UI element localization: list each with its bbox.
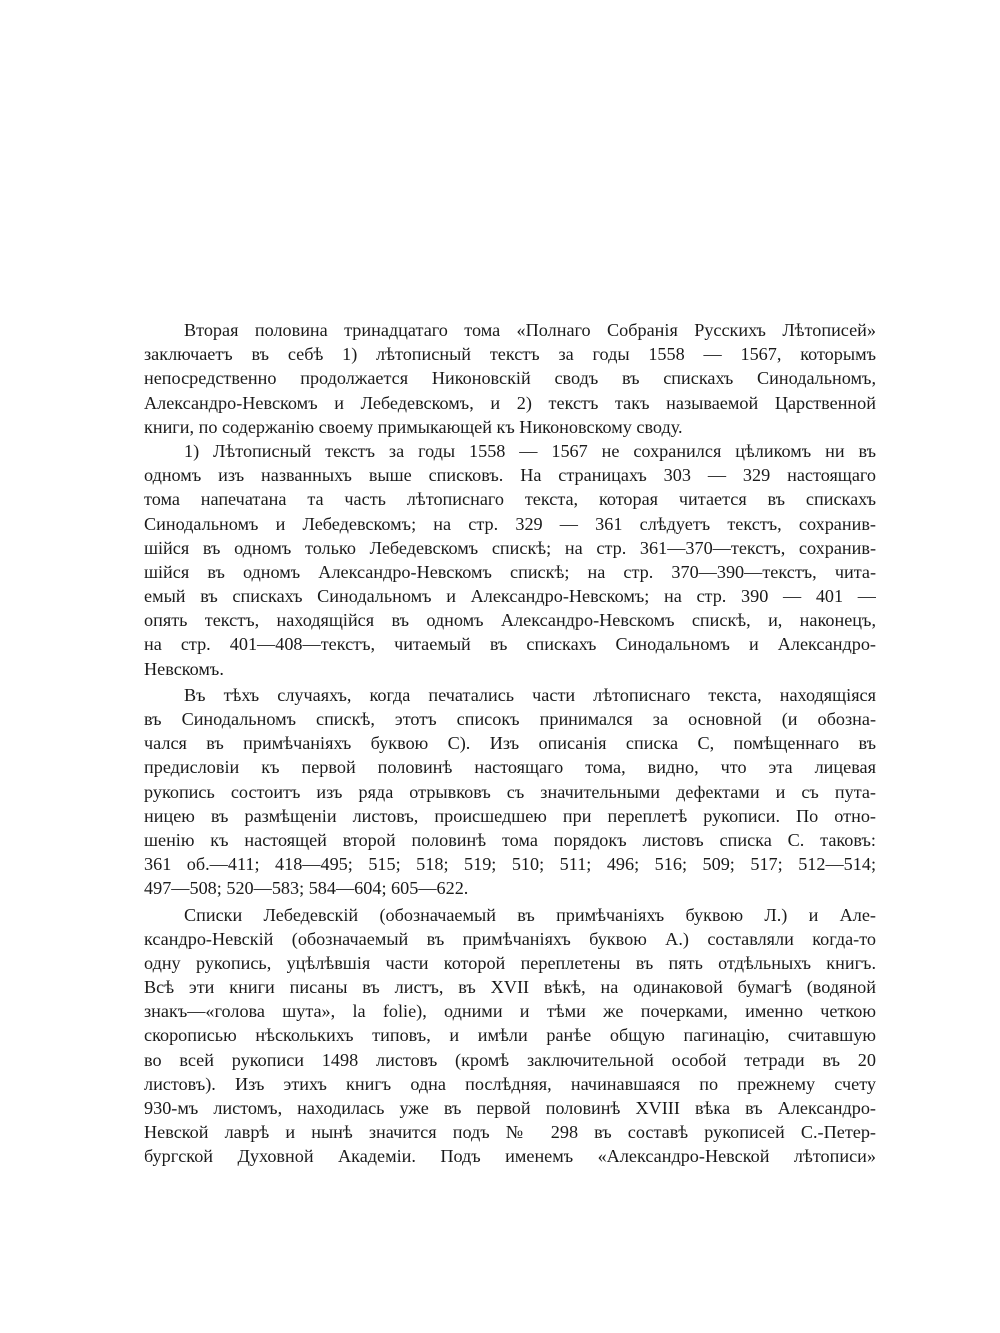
- text-line: предисловіи къ первой половинѣ настоящаго тома, видно, что эта лицевая: [144, 757, 876, 778]
- text-line: шійся въ одномъ Александро-Невскомъ спискѣ; на стр. 370—390—текстъ, чита-: [144, 561, 876, 582]
- text-line: одну рукопись, уцѣлѣвшія части которой переплетены въ пять отдѣльныхъ книгъ.: [144, 952, 876, 973]
- text-line: во всей рукописи 1498 листовъ (кромѣ заключительной особой тетради въ 20: [144, 1049, 876, 1070]
- text-line: Невской лаврѣ и нынѣ значится подъ № 298 въ составѣ рукописей С.-Петер-: [144, 1122, 876, 1143]
- text-line: опять текстъ, находящійся въ одномъ Александро-Невскомъ спискѣ, и, наконецъ,: [144, 610, 876, 631]
- text-line: на стр. 401—408—текстъ, читаемый въ спискахъ Синодальномъ и Александро-: [144, 634, 876, 655]
- text-line: емый въ спискахъ Синодальномъ и Александро-Невскомъ; на стр. 390 — 401 —: [144, 586, 876, 607]
- text-line: 930-мъ листомъ, находилась уже въ первой половинѣ XVIII вѣка въ Александро-: [144, 1098, 876, 1118]
- text-line: непосредственно продолжается Никоновскій сводъ въ спискахъ Синодальномъ,: [144, 368, 876, 389]
- text-line: ницею въ размѣщеніи листовъ, происшедшею при переплетѣ рукописи. По отно-: [144, 805, 876, 826]
- text-line: 1) Лѣтописный текстъ за годы 1558 — 1567 не сохранился цѣликомъ ни въ: [184, 440, 876, 461]
- text-line: тома напечатана та часть лѣтописнаго текста, которая читается въ спискахъ: [144, 489, 876, 510]
- paragraph-2: [144, 439, 876, 681]
- text-line: Списки Лебедевскій (обозначаемый въ примѣчаніяхъ буквою Л.) и Але-: [184, 904, 876, 925]
- text-line: бургской Духовной Академіи. Подъ именемъ «Александро-Невской лѣтописи»: [144, 1146, 876, 1167]
- text-line: 497—508; 520—583; 584—604; 605—622.: [144, 878, 469, 899]
- text-line: знакъ—«голова шута», la folie), одними и тѣми же почерками, именно четкою: [144, 1001, 876, 1022]
- text-line: заключаетъ въ себѣ 1) лѣтописный текстъ за годы 1558 — 1567, которымъ: [144, 344, 876, 365]
- text-line: скорописью нѣсколькихъ типовъ, и имѣли ранѣе общую пагинацію, считавшую: [144, 1025, 876, 1046]
- text-line: листовъ). Изъ этихъ книгъ одна послѣдняя, начинавшаяся по прежнему счету: [144, 1073, 876, 1094]
- text-line: шенію къ настоящей второй половинѣ тома порядокъ листовъ списка С. таковъ:: [144, 829, 876, 850]
- page-text: [144, 318, 876, 1169]
- text-line: рукопись состоитъ изъ ряда отрывковъ съ значительными дефектами и съ пута-: [144, 781, 876, 802]
- text-line: Невскомъ.: [144, 658, 224, 679]
- text-line: шійся въ одномъ только Лебедевскомъ спискѣ; на стр. 361—370—текстъ, сохранив-: [144, 537, 876, 558]
- text-line: 361 об.—411; 418—495; 515; 518; 519; 510; 511; 496; 516; 509; 517; 512—514;: [144, 854, 876, 875]
- text-line: Александро-Невскомъ и Лебедевскомъ, и 2) текстъ такъ называемой Царственной: [144, 392, 876, 413]
- text-line: Всѣ эти книги писаны въ листъ, въ XVII вѣкѣ, на одинаковой бумагѣ (водяной: [144, 977, 876, 998]
- text-line: Вторая половина тринадцатаго тома «Полнаго Собранія Русскихъ Лѣтописей»: [184, 320, 876, 340]
- text-line: книги, по содержанію своему примыкающей къ Никоновскому своду.: [144, 416, 683, 437]
- text-line: Въ тѣхъ случаяхъ, когда печатались части лѣтописнаго текста, находящіяся: [184, 684, 876, 705]
- paragraph-4: [144, 903, 876, 1169]
- paragraph-3: [144, 683, 876, 901]
- paragraph-1: [144, 318, 876, 439]
- text-line: ксандро-Невскій (обозначаемый въ примѣчаніяхъ буквою А.) составляли когда-то: [144, 928, 876, 949]
- text-line: въ Синодальномъ спискѣ, этотъ списокъ принимался за основной (и обозна-: [144, 709, 876, 729]
- text-line: Синодальномъ и Лебедевскомъ; на стр. 329 — 361 слѣдуетъ текстъ, сохранив-: [144, 513, 876, 534]
- text-line: одномъ изъ названныхъ выше списковъ. На страницахъ 303 — 329 настоящаго: [144, 465, 876, 486]
- text-line: чался въ примѣчаніяхъ буквою С). Изъ описанія списка С, помѣщеннаго въ: [144, 733, 876, 754]
